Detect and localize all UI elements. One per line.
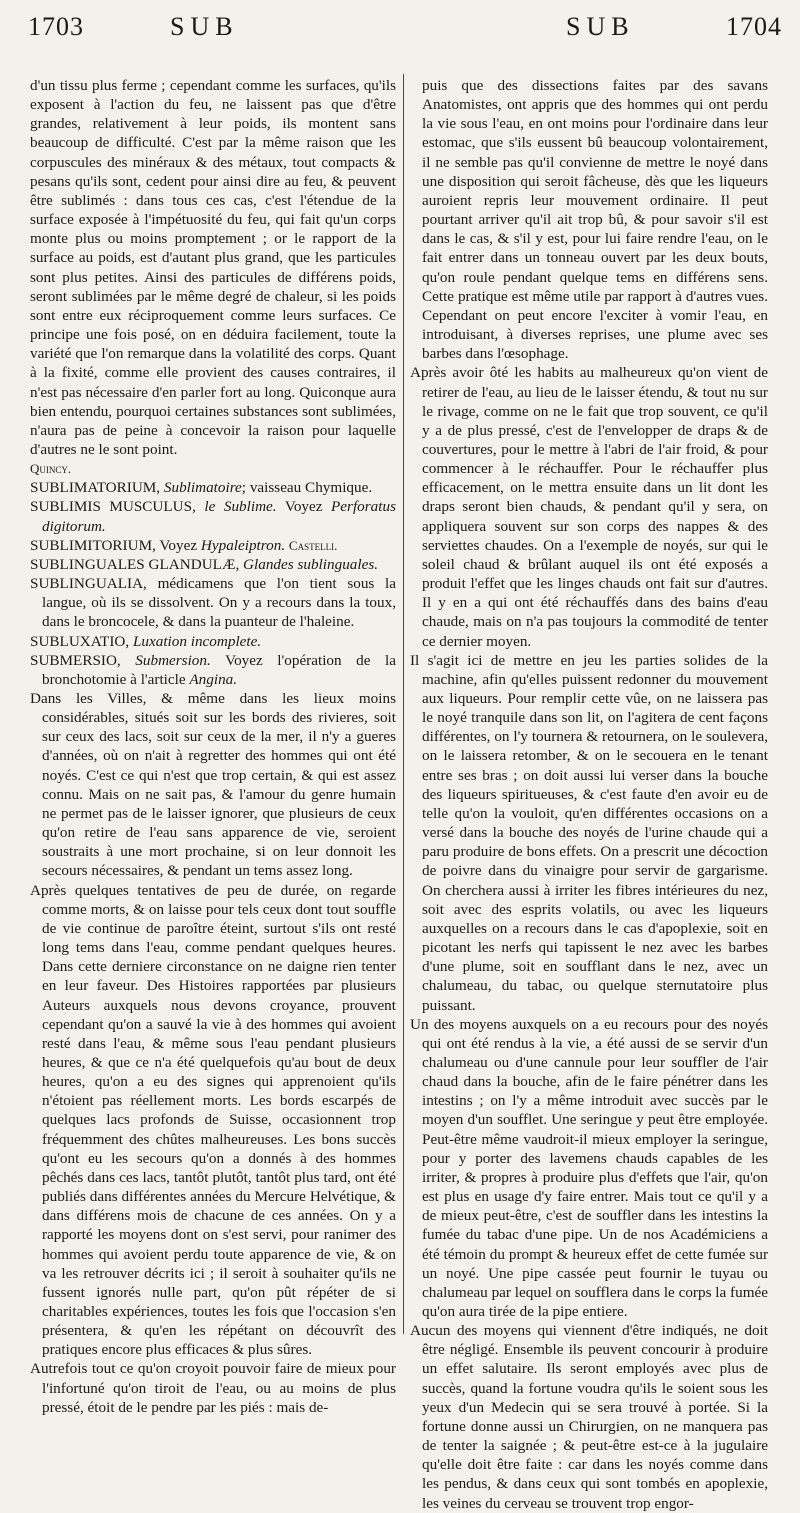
catchword-left: SUB xyxy=(170,12,239,41)
entry-subluxatio: SUBLUXATIO, Luxation incomplete. xyxy=(30,632,262,650)
author-signature: Quincy. xyxy=(30,461,72,477)
paragraph-attempts: Après quelques tentatives de peu de durée, on regarde comme morts, & on laisse pour tels ceux dont tout souffle de vie continue de paroître éteint, surtout s'ils ont resté long tems dans l'eau, comme pendant quelques heures. Dans cette derniere circonstance on ne daigne rien tenter en leur faveur. Des Histoires rapportées par plusieurs Auteurs auxquels nous devons croyance, prouvent cependant qu'on a sauvé la vie à des hommes qui avoient resté dans l'eau, & même sous l'eau pendant plusieurs heures, & que ce n'a été quelquefois qu'au bout de deux heures, qu'on a eu des signes qui apprenoient qu'ils n'étoient pas réellement morts. Les bords escarpés de quelques lacs profonds de Suisse, occasionnent trop fréquemment des chûtes malheureuses. Les bons succès qu'ont eu les secours qu'on a donnés à des hommes pêchés dans ces lacs, tantôt plutôt, tantôt plus tard, ont été publiés dans différentes années du Mercure Helvétique, & dans différens mois de chacune de ces années. On y a rapporté les moyens dont on s'est servi, pour ranimer des hommes qui avoient perdu toute apparence de vie, & on va les retrouver décrits ici ; il seroit à souhaiter qu'ils ne fussent ignorés nulle part, qu'on pût répéter de si charitables expériences, toutes les fois que l'occasion s'en présentera, & qu'en les répétant on découvrît des pratiques encore plus efficaces & plus sûres. xyxy=(30,881,396,1359)
entry-sublimitorium: SUBLIMITORIUM, Voyez Hypaleiptron. Castelli. xyxy=(30,536,338,554)
paragraph-bleeding: Aucun des moyens qui viennent d'être indiqués, ne doit être négligé. Ensemble ils peuvent concourir à produire un effet salutaire. Ils seront employés avec plus de succès, quand la fortune voudra qu'ils le soient sous les yeux d'un Medecin qui se sera trouvé à portée. Si la fortune donne aussi un Chirurgien, on ne manquera pas de tenter la saignée ; & peut-être est-ce à la jugulaire qu'elle doit être faite : car dans les noyés comme dans les pendus, & dans ceux qui sont tombés en apoplexie, les veines du cerveau se trouvent trop engor- xyxy=(410,1322,768,1512)
column-divider xyxy=(403,74,404,1334)
catchword-right: SUB xyxy=(566,12,635,41)
paragraph-solid-parts: Il s'agit ici de mettre en jeu les parties solides de la machine, afin qu'elles puissent redonner du mouvement aux liqueurs. Pour remplir cette vûe, on ne laissera pas le noyé tranquile dans son lit, on l'agitera de cent façons différentes, on l'y tournera & retournera, on le soulevera, on le laissera retomber, & on le secouera en le tenant entre ses bras ; on doit aussi lui verser dans la bouche des liqueurs spiritueuses, & c'est faute d'en avoir eu de telle qu'on la vouloit, qu'en différentes occasions on a versé dans la bouche des noyés de l'urine chaude qui a paru produire de bons effets. On a prescrit une décoction de poivre dans du vinaigre pour servir de gargarisme. On cherchera aussi à irriter les fibres intérieures du nez, soit avec des esprits volatils, ou avec les liqueurs auxquelles on a recours dans le cas d'apoplexie, soit en picotant les nerfs qui tapissent le nez avec les barbes d'une plume, soit en soufflant dans le nez, avec un chalumeau, du tabac, ou quelque sternutatoire plus puissant. xyxy=(410,651,768,1014)
headword: SUBMERSIO, xyxy=(30,651,121,669)
headword: SUBLIMITORIUM, xyxy=(30,536,156,554)
paragraph-tobacco-smoke: Un des moyens auxquels on a eu recours pour des noyés qui ont été rendus à la vie, a été aussi de se servir d'un chalumeau ou d'une cannule pour leur souffler de l'air chaud dans la bouche, afin de le faire pénétrer dans les intestins ; on l'y a même introduit avec succès par le moyen d'un soufflet. Une seringue y peut être employée. Peut-être même vaudroit-il mieux employer la seringue, pour y porter des lavemens chauds capables de les irriter, & propres à produire plus d'effets que l'air, qu'on est plus en usage d'y faire entrer. Mais tout ce qu'il y a de mieux peut-être, c'est de souffler dans les intestins la fumée du tabac d'une pipe. Un de nos Académiciens a été témoin du prompt & heureux effet de cette fumée sur un noyé. Une pipe cassée peut fournir le tuyau ou chalumeau par lequel on soufflera dans le corps la fumée qu'on aura tirée de la pipe entiere. xyxy=(410,1015,768,1320)
author-signature: Castelli. xyxy=(288,537,338,553)
paragraph-drowned-towns: Dans les Villes, & même dans les lieux moins considérables, situés soit sur les bords des rivieres, soit sur ceux des lacs, soit sur ceux de la mer, il n'y a gueres d'années, où on n'ait à regretter des hommes qui ont été noyés. C'est ce qui n'est que trop certain, & qui est assez connu. Mais on ne sait pas, & l'amour du genre humain ne permet pas de le laisser ignorer, que plusieurs de ceux qu'on retire de l'eau sans apparence de vie, seroient soustraits à une mort prochaine, si on leur donnoit les secours nécessaires, & pendant un tems assez long. xyxy=(30,690,396,880)
entry-sublingualia: SUBLINGUALIA, médicamens que l'on tient sous la langue, où ils se dissolvent. On y a recours dans la toux, dans le broncocele, & dans la puanteur de l'haleine. xyxy=(30,575,396,631)
entry-sublinguales-glandulae: SUBLINGUALES GLANDULÆ, Glandes sublinguales. xyxy=(30,555,379,573)
page-number-right: 1704 xyxy=(726,12,782,41)
paragraph-warming: Après avoir ôté les habits au malheureux qu'on vient de retirer de l'eau, au lieu de le laisser étendu, & tout nu sur le rivage, comme on ne le fait que trop souvent, ce qu'il y a de plus pressé, c'est de l'envelopper de draps & de couvertures, pour le mettre à l'abri de l'air froid, & pour commencer à le réchauffer. Pour le réchauffer plus efficacement, on le mettra ensuite dans un lit dont les draps seront bien chauds, & pendant qu'il y sera, on appliquera souvent sur son corps des nappes & des serviettes chaudes. On a l'exemple de noyés, sur qui le soleil chaud & brûlant auquel ils ont été exposés a produit l'effet que les linges chauds ont fait sur d'autres. Il y en a qui ont été réchauffés dans des bains d'eau chaude, mais on n'a pas toujours la commodité de tenter ce dernier moyen. xyxy=(410,364,768,650)
headword: SUBLIMATORIUM, xyxy=(30,479,161,497)
left-column xyxy=(30,76,396,1417)
headword: SUBLIMIS MUSCULUS, xyxy=(30,498,196,516)
right-column xyxy=(410,76,768,1513)
paragraph-formerly: Autrefois tout ce qu'on croyoit pouvoir faire de mieux pour l'infortuné qu'on tiroit de l'eau, ou au moins de plus pressé, étoit de le pendre par les piés : mais de- xyxy=(30,1360,396,1416)
entry-sublimatorium: SUBLIMATORIUM, Sublimatoire; vaisseau Chymique. xyxy=(30,479,373,497)
paragraph-sublimation: d'un tissu plus ferme ; cependant comme les surfaces, qu'ils exposent à l'action du feu, ne laissent pas que d'être grandes, relativement à leur poids, ils montent sans beaucoup de difficulté. C'est par la même raison que les corpuscules des minéraux & des métaux, tout compacts & pesans qu'ils sont, cedent pour ainsi dire au feu, & peuvent être sublimés : dans tous ces cas, c'est l'étendue de la surface exposée à l'impétuosité du feu, qui fait qu'un corps monte plus ou moins promptement ; or le rapport de la surface au poids, est d'autant plus grand, que les particules sont plus petites. Ainsi des particules de différens poids, seront sublimées par le même degré de chaleur, si les poids sont entre eux réciproquement comme leurs surfaces. Ce principe une fois posé, on en déduira facilement, toute la variété que l'on remarque dans la volatilité des corps. Quant à la fixité, comme elle provient des causes contraires, il n'est pas nécessaire d'en parler fort au long. Quiconque aura bien entendu, pourquoi certaines substances sont sublimées, n'aura pas de peine à concevoir la raison pour laquelle d'autres ne le sont point. Quincy. xyxy=(30,77,396,477)
paragraph-dissections: puis que des dissections faites par des savans Anatomistes, ont appris que des hommes qui ont perdu la vie sous l'eau, en ont moins pour l'ordinaire dans leur estomac, que s'ils eussent bû beaucoup volontairement, il ne semble pas qu'il convienne de mettre le noyé dans une disposition qui seroit fâcheuse, dès que les liqueurs auroient repris leur mouvement ordinaire. Il peut pourtant arriver qu'il ait trop bû, & pour savoir s'il est dans le cas, & s'il y est, pour lui faire rendre l'eau, on le fait entrer dans un tonneau ouvert par les deux bouts, qu'on roule pendant quelque tems en différens sens. Cette pratique est même utile par rapport à d'autres vues. Cependant on peut encore l'exciter à vomir l'eau, en introduisant, à diverses reprises, une plume avec ses barbes dans l'œsophage. xyxy=(422,77,768,363)
headword: SUBLUXATIO, xyxy=(30,632,130,650)
headword: SUBLINGUALES GLANDULÆ, xyxy=(30,555,240,573)
entry-sublimis-musculus: SUBLIMIS MUSCULUS, le Sublime. Voyez Perforatus digitorum. xyxy=(30,498,396,535)
page-number-left: 1703 xyxy=(28,12,84,41)
running-header xyxy=(28,8,782,52)
headword: SUBLINGUALIA, xyxy=(30,575,147,593)
entry-submersio: SUBMERSIO, Submersion. Voyez l'opération de la bronchotomie à l'article Angina. xyxy=(30,651,396,688)
